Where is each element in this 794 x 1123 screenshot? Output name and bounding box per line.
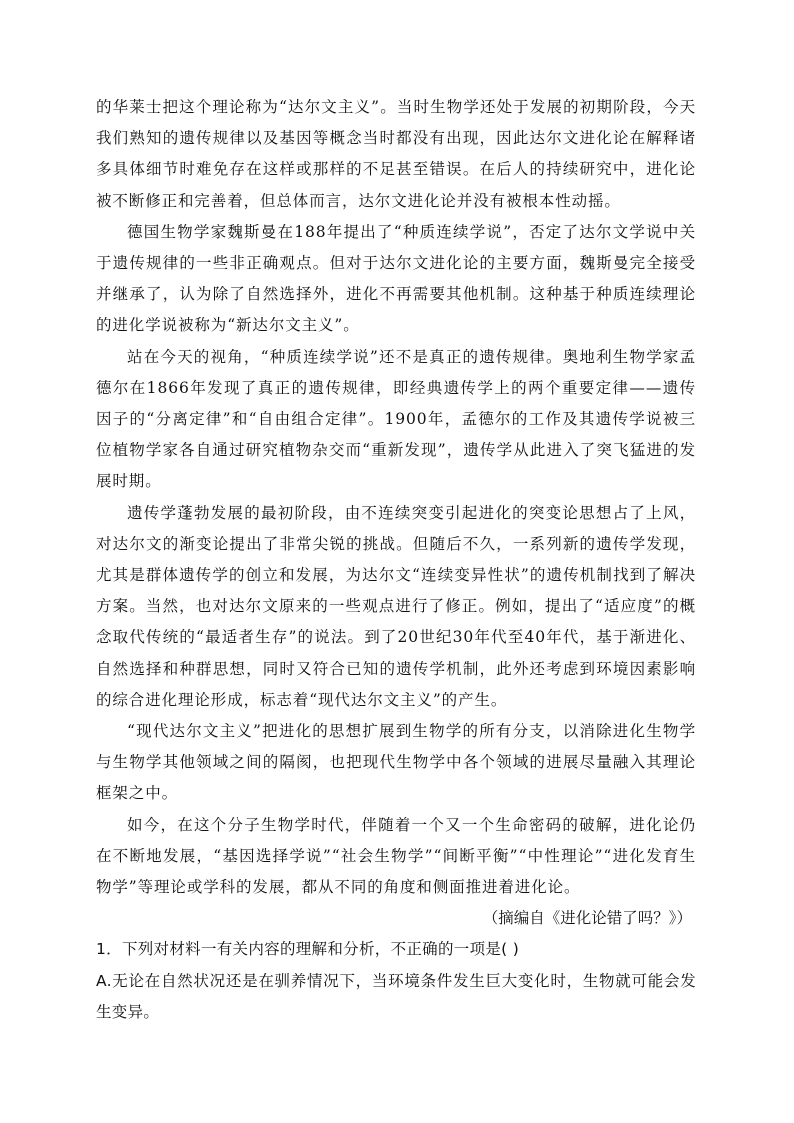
source-citation: （摘编自《进化论错了吗？》） bbox=[482, 909, 692, 928]
paragraph-6: 如今，在这个分子生物学时代，伴随着一个又一个生命密码的破解，进化论仍在不断地发展，“基因选择学说”“社会生物学”“间断平衡”“中性理论”“进化发育生物学”等理论或学科的发展，都从不同的角度和侧面推进着进化论。 bbox=[96, 815, 696, 897]
paragraph-1: 的华莱士把这个理论称为“达尔文主义”。当时生物学还处于发展的初期阶段，今天我们熟知的遗传规律以及基因等概念当时都没有出现，因此达尔文进化论在解释诸多具体细节时难免存在这样或那样的不足甚至错误。在后人的持续研究中，进化论被不断修正和完善着，但总体而言，达尔文进化论并没有被根本性动摇。 bbox=[96, 98, 696, 210]
paragraph-3: 站在今天的视角，“种质连续学说”还不是真正的遗传规律。奥地利生物学家孟德尔在1866年发现了真正的遗传规律，即经典遗传学上的两个重要定律——遗传因子的“分离定律”和“自由组合定律”。1900年，孟德尔的工作及其遗传学说被三位植物学家各自通过研究植物杂交而“重新发现”，遗传学从此进入了突飞猛进的发展时期。 bbox=[96, 347, 696, 491]
document-page bbox=[96, 92, 696, 1028]
paragraph-5: “现代达尔文主义”把进化的思想扩展到生物学的所有分支，以消除进化生物学与生物学其他领域之间的隔阂，也把现代生物学中各个领域的进展尽量融入其理论框架之中。 bbox=[96, 722, 696, 803]
question-stem: 1．下列对材料一有关内容的理解和分析，不正确的一项是( ) bbox=[96, 940, 520, 959]
option-a: A.无论在自然状况还是在驯养情况下，当环境条件发生巨大变化时，生物就可能会发生变异。 bbox=[96, 971, 696, 1021]
paragraph-4: 遗传学蓬勃发展的最初阶段，由不连续突变引起进化的突变论思想占了上风，对达尔文的渐变论提出了非常尖锐的挑战。但随后不久，一系列新的遗传学发现，尤其是群体遗传学的创立和发展，为达尔文“连续变异性状”的遗传机制找到了解决方案。当然，也对达尔文原来的一些观点进行了修正。例如，提出了“适应度”的概念取代传统的“最适者生存”的说法。到了20世纪30年代至40年代，基于渐进化、自然选择和种群思想，同时又符合已知的遗传学机制，此外还考虑到环境因素影响的综合进化理论形成，标志着“现代达尔文主义”的产生。 bbox=[96, 503, 696, 709]
paragraph-2: 德国生物学家魏斯曼在188年提出了“种质连续学说”，否定了达尔文学说中关于遗传规律的一些非正确观点。但对于达尔文进化论的主要方面，魏斯曼完全接受并继承了，认为除了自然选择外，进化不再需要其他机制。这种基于种质连续理论的进化学说被称为“新达尔文主义”。 bbox=[96, 222, 696, 335]
